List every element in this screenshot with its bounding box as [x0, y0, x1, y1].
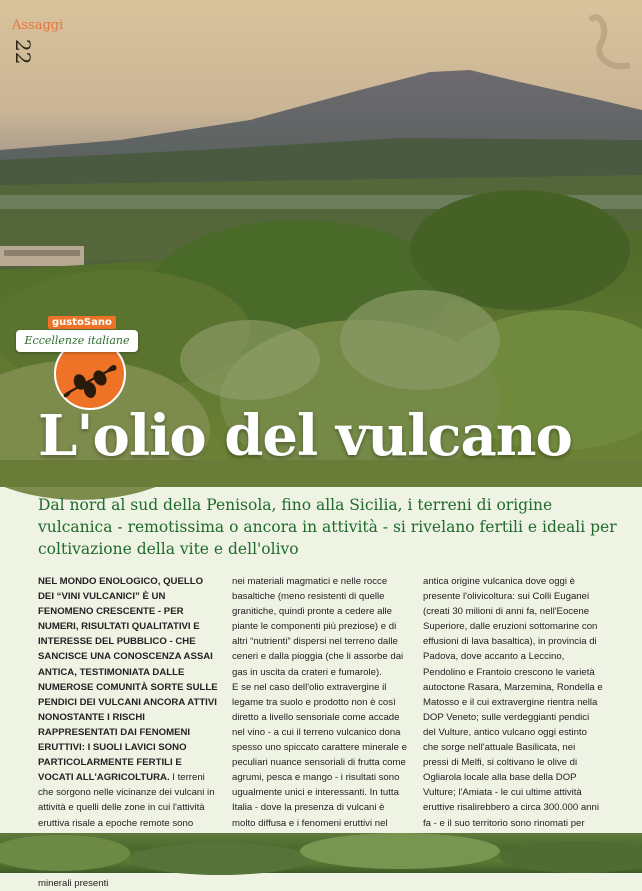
brand-logo-part2: Sano [83, 317, 112, 328]
article-subtitle: Dal nord al sud della Penisola, fino alla Sicilia, i terreni di origine vulcanica - remotissima o ancora in attività - si rivelano fertili e ideali per coltivazione della vite e dell'olivo [38, 496, 617, 558]
body-text: nei materiali magmatici e nelle rocce basaltiche (meno resistenti di quelle granitiche, quindi pronte a cedere alle piante le componenti più preziose) e di altri “nutrienti” dispersi nel terreno dalle ceneri e dalla pioggia (che li assorbe dai gas in uscita da crateri e fumarole). [232, 576, 404, 678]
olive-branch-icon [60, 360, 120, 404]
body-text: I terreni che sorgono nelle vicinanze dei vulcani in attività e quelli delle zone in cui l'attività eruttiva risale a epoche remote sono minerali presenti [38, 772, 215, 889]
badge-label: Eccellenze italiane [16, 330, 138, 352]
brand-logo [48, 316, 116, 329]
section-label: Assaggi [12, 18, 64, 33]
article-title: L'olio del vulcano [38, 403, 572, 469]
body-column-3 [423, 574, 603, 876]
body-text: antica origine vulcanica dove oggi è presente l'olivicoltura: sui Colli Euganei (creati 30 milioni di anni fa, nell'Eocene Superiore, dalle eruzioni sottomarine con effusioni di lava basaltica), in provincia di Padova, dove accanto a Leccino, Pendolino e Frantoio crescono le varietà autoctone Rasara, Marzemina, Rondella e Matosso e il cui extravergine rientra nella DOP Veneto; sulle verdeggianti pendici del Vulture, antico vulcano oggi estinto che sorge nell'attuale Basilicata, nei pressi di Melfi, si coltivano le olive di Ogliarola locale alla base della DOP Vulture; l'Amiata - le cui ultime attività eruttive risalirebbero a circa 300.000 anni fa - e il suo territorio sono rinomati per [423, 576, 603, 829]
foliage-strip [0, 833, 642, 873]
article-lead: NEL MONDO ENOLOGICO, QUELLO DEI “VINI VULCANICI” È UN FENOMENO CRESCENTE - PER NUMERI, RISULTATI QUALITATIVI E INTERESSE DEL PUBBLICO - CHE SANCISCE UNA CONOSCENZA ASSAI ANTICA, TESTIMONIATA DALLE NUMEROSE COMUNITÀ SORTE SULLE PENDICI DEI VULCANI ANCORA ATTIVI NONOSTANTE I RISCHI RAPPRESENTATI DAI FENOMENI ERUTTIVI: I SUOLI LAVICI SONO PARTICOLARMENTE FERTILI E VOCATI ALL'AGRICOLTURA. [38, 576, 218, 784]
bottom-photo-strip [0, 833, 642, 873]
body-text: E se nel caso dell'olio extravergine il legame tra suolo e prodotto non è così diretto a livello sensoriale come accade nel vino - a cui il terreno vulcanico dona spesso uno spiccato carattere minerale e peculiari nuance sensoriali di frutta come agrumi, pesca e mango - i risultati sono ugualmente unici e interessanti. In tutta Italia - dove la presenza di vulcani è molto diffusa e i fenomeni eruttivi nel [232, 681, 407, 829]
page-number: 22 [11, 39, 35, 65]
body-column-2 [232, 574, 408, 876]
brand-logo-part1: gusto [52, 317, 84, 328]
